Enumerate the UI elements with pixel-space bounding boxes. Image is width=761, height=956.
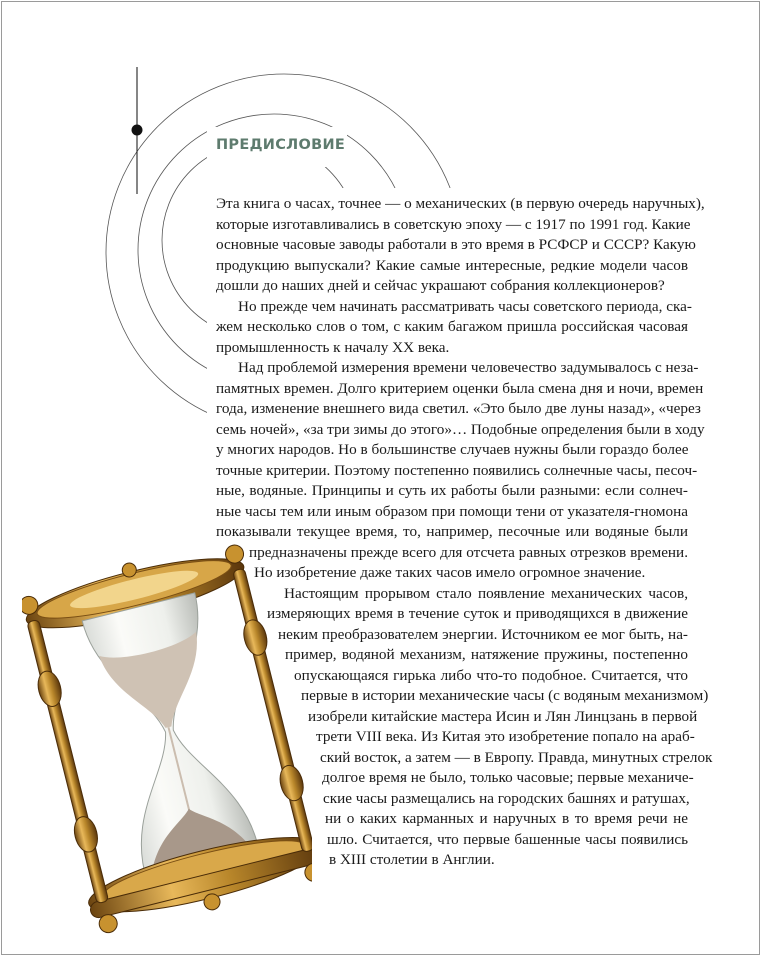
text-line: основные часовые заводы работали в это время в РСФСР и СССР? Какую xyxy=(216,236,696,253)
text-line: предназначены прежде всего для отсчета равных отрезков времени. xyxy=(249,543,688,561)
text-line: ные часы тем или иным образом при помощи тени от указателя-гномона xyxy=(216,502,688,520)
text-line: пример, водяной механизм, натяжение пружины, постепенно xyxy=(285,646,688,663)
text-line: Над проблемой измерения времени человечество задумывалось с неза- xyxy=(238,359,699,376)
text-line: неким преобразователем энергии. Источником ее мог быть, на- xyxy=(278,625,688,643)
text-line: первые в истории механические часы (с водяным механизмом) xyxy=(301,687,709,704)
text-line: точные критерии. Поэтому постепенно появились солнечные часы, песоч- xyxy=(216,461,698,479)
text-line: памятных времен. Долго критерием оценки была смена дня и ночи, времен xyxy=(216,379,704,397)
text-line: Эта книга о часах, точнее — о механических (в первую очередь наручных), xyxy=(216,195,705,212)
text-line: ский восток, а затем — в Европу. Правда, минутных стрелок xyxy=(320,748,713,766)
hourglass-image xyxy=(22,542,312,942)
text-line: опускающаяся гирька либо что-то подобное. Считается, что xyxy=(294,666,688,684)
text-line: показывали текущее время, то, например, песочные или водяные были xyxy=(216,523,688,540)
text-line: продукцию выпускали? Какие самые интересные, редкие модели часов xyxy=(216,256,688,274)
text-line: измеряющих время в течение суток и приводящихся в движение xyxy=(267,605,688,622)
page-title: ПРЕДИСЛОВИЕ xyxy=(216,137,346,153)
text-line: дошли до наших дней и сейчас украшают собрания коллекционеров? xyxy=(216,277,665,294)
text-line: шло. Считается, что первые башенные часы появились xyxy=(327,830,688,848)
text-line: ные, водяные. Принципы и суть их работы были разными: если солнеч- xyxy=(216,482,688,499)
text-line: в XIII столетии в Англии. xyxy=(329,851,495,868)
rule-dot xyxy=(132,125,143,136)
text-line: Но прежде чем начинать рассматривать часы советского периода, ска- xyxy=(238,297,692,315)
text-line: Настоящим прорывом стало появление механических часов, xyxy=(284,584,688,602)
text-line: изобрели китайские мастера Исин и Лян Линцзань в первой xyxy=(308,707,698,725)
text-line: у многих народов. Но в большинстве случаев нужны были гораздо более xyxy=(216,441,689,458)
text-line: долгое время не было, только часовые; первые механиче- xyxy=(322,769,694,786)
text-line: жем несколько слов о том, с каким багажом пришла российская часовая xyxy=(216,318,688,335)
text-line: семь ночей», «за три зимы до этого»… Подобные определения были в ходу xyxy=(216,420,705,438)
text-line: Но изобретение даже таких часов имело огромное значение. xyxy=(254,564,646,581)
text-line: ские часы размещались на городских башнях и ратушах, xyxy=(323,789,690,807)
text-line: трети VIII века. Из Китая это изобретение попало на араб- xyxy=(316,728,695,745)
book-page xyxy=(1,1,760,955)
text-line: года, изменение внешнего вида светил. «Это было две луны назад», «через xyxy=(216,400,701,417)
text-line: ни о каких карманных и наручных в то время речи не xyxy=(325,810,688,827)
text-line: промышленность к началу XX века. xyxy=(216,338,450,356)
text-line: которые изготавливались в советскую эпоху — с 1917 по 1991 год. Какие xyxy=(216,215,691,233)
